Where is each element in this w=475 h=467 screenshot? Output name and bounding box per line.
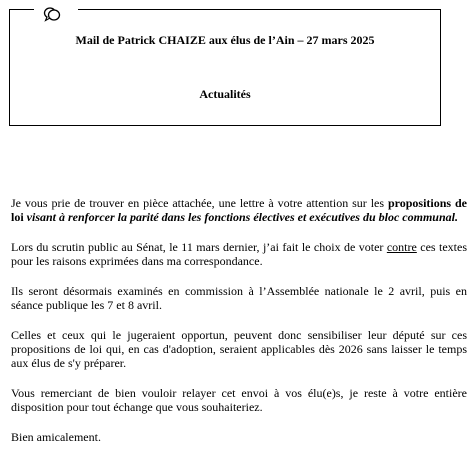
propositions-de-loi-highlight: propositions de loi: [11, 196, 467, 224]
paragraph-attachment: [11, 196, 467, 224]
paragraph-attachment-text: Je vous prie de trouver en pièce attachée, une lettre à votre attention sur les: [11, 196, 388, 210]
parite-highlight: visant à renforcer la parité dans les fonctions électives et exécutives du bloc communal.: [23, 210, 458, 224]
section-title-actualites: Actualités: [199, 87, 251, 101]
closing-salutation: Bien amicalement.: [11, 430, 101, 444]
letter-body: [11, 196, 467, 460]
paragraph-schedule: Ils seront désormais examinés en commission à l’Assemblée nationale le 2 avril, puis en séance publique les 7 et 8 avril.: [11, 284, 467, 312]
email-title: Mail de Patrick CHAIZE aux élus de l’Ain – 27 mars 2025: [75, 33, 375, 47]
paragraph-sensibiliser: Celles et ceux qui le jugeraient opportun, peuvent donc sensibiliser leur député sur ces propositions de loi qui, en cas d'adoption, seraient applicables dès 2026 sans laisser le temps aux élus de s'y préparer.: [11, 328, 467, 370]
paragraph-vote-text: Lors du scrutin public au Sénat, le 11 mars dernier, j’ai fait le choix de voter: [11, 240, 387, 254]
paragraph-vote: [11, 240, 467, 268]
contre-underlined: contre: [386, 240, 417, 254]
header-box: [9, 9, 441, 126]
paragraph-vote-text-end: ces textes pour les raisons exprimées dans ma correspondance.: [11, 240, 467, 268]
paragraph-remerciement: Vous remerciant de bien vouloir relayer cet envoi à vos élu(e)s, je reste à votre entière disposition pour tout échange que vous souhaiteriez.: [11, 386, 467, 414]
chat-bubbles-icon: [43, 6, 61, 22]
